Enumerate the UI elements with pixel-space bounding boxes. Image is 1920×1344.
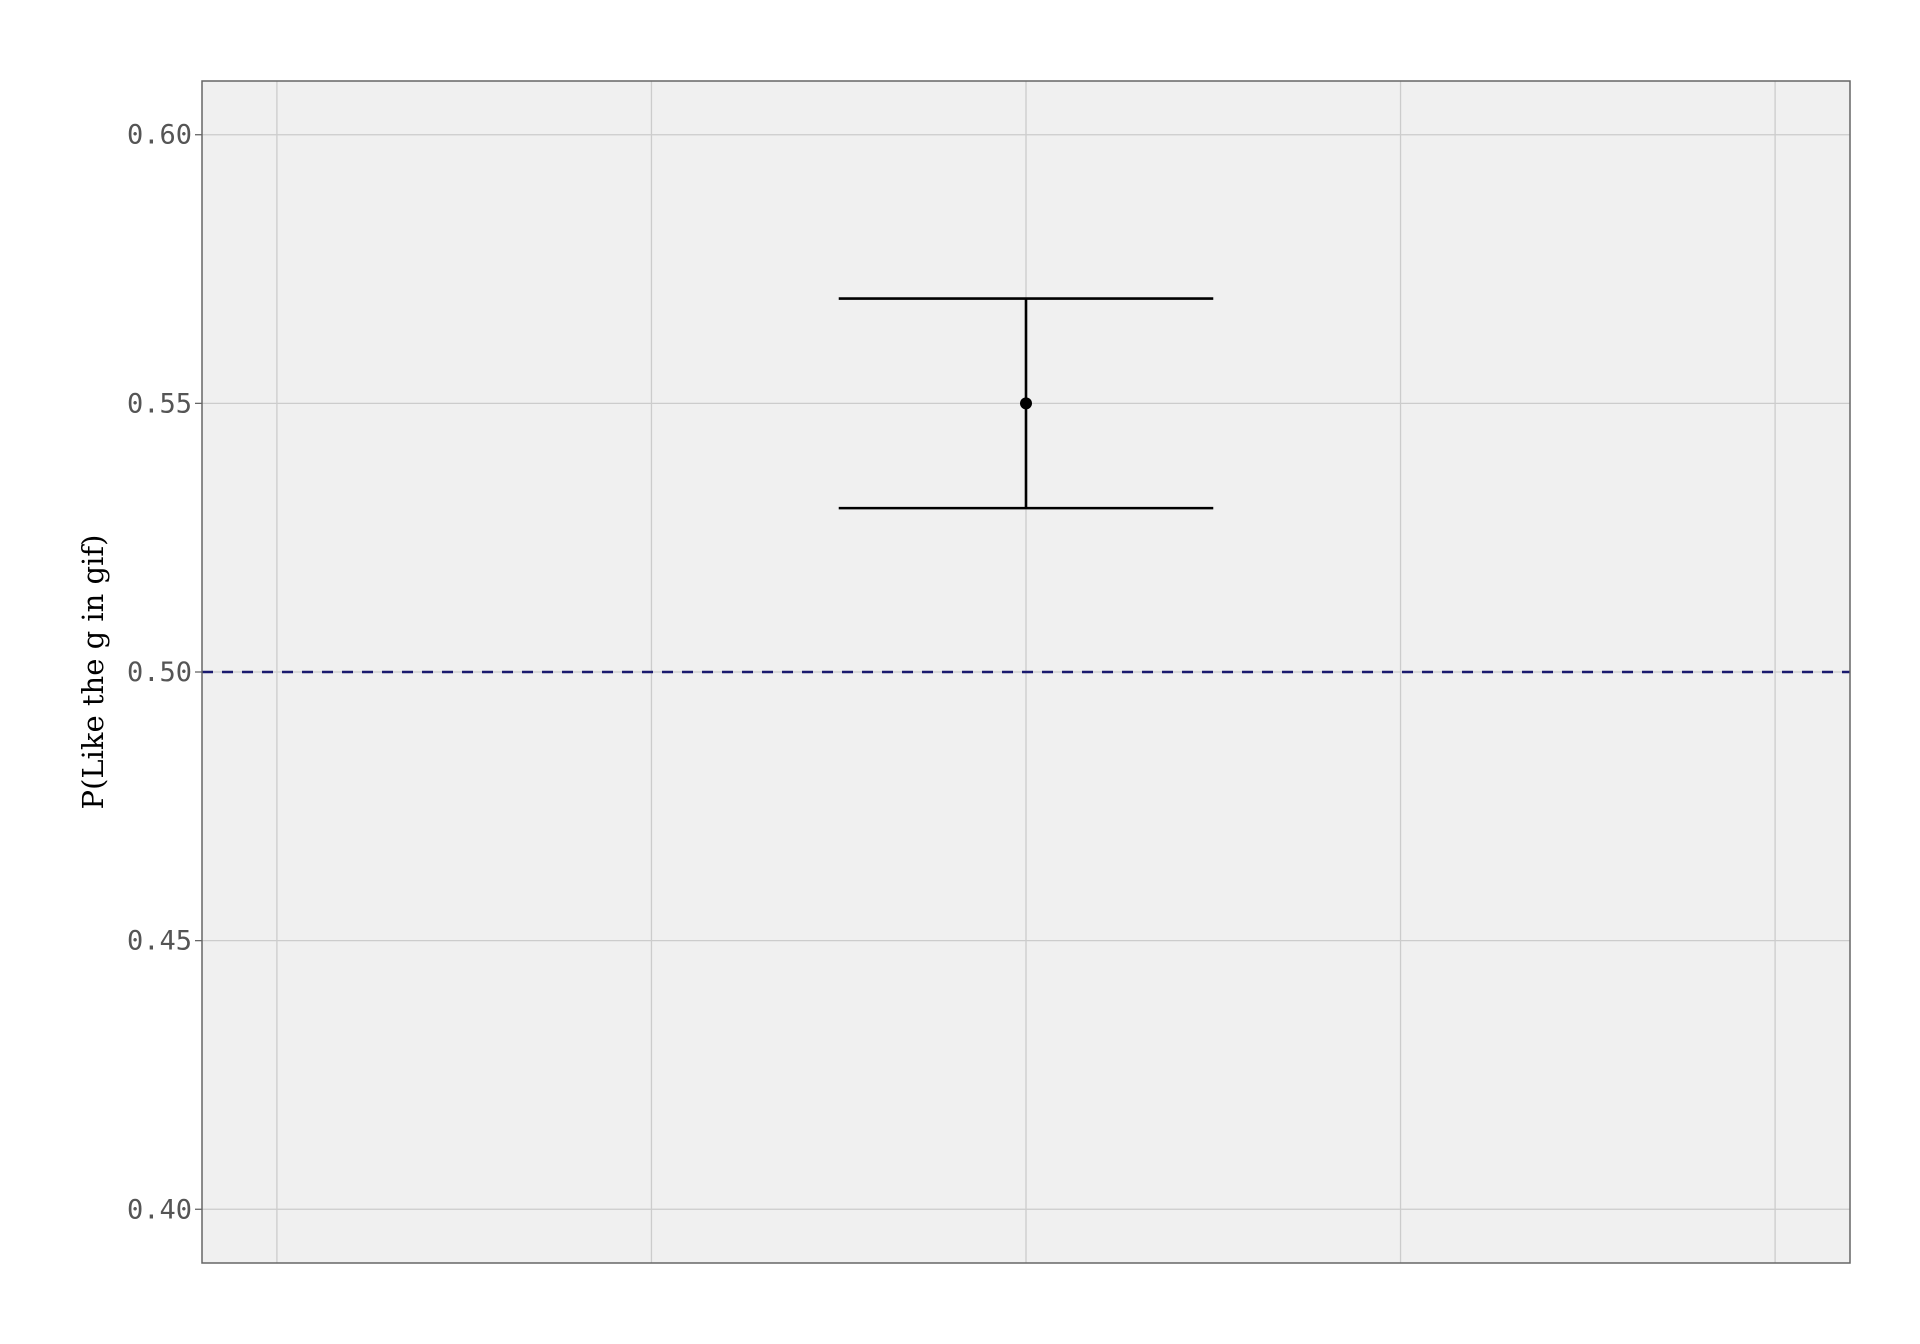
y-axis-title: P(Like the g in gif) [76, 534, 110, 810]
y-tick-label: 0.55 [126, 388, 192, 420]
y-tick-label: 0.40 [126, 1194, 192, 1226]
estimate-point [1020, 397, 1032, 409]
y-tick-label: 0.50 [126, 657, 192, 688]
y-tick-labels [127, 120, 192, 1226]
y-tick-label: 0.60 [126, 119, 192, 151]
y-tick-label: 0.45 [126, 925, 192, 957]
